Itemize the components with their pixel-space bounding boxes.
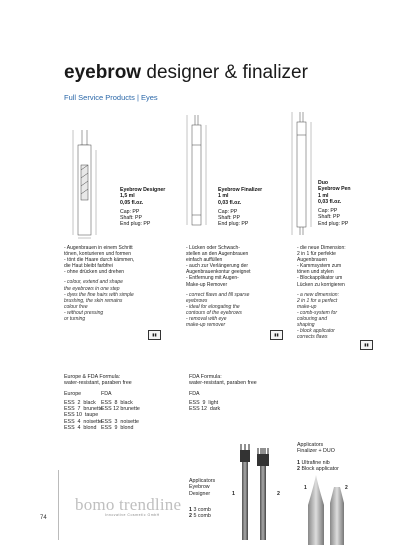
product-cap: Cap: PP: [120, 208, 140, 215]
shade-europe: ESS 2 black: [64, 399, 96, 406]
product-cap: Cap: PP: [318, 208, 338, 215]
feature-de: 2 in 1 für perfekte: [297, 251, 336, 258]
formula-head-fda: FDA: [189, 390, 200, 397]
footer-divider: [58, 470, 59, 540]
feature-de: - Kammsystem zum: [297, 263, 342, 270]
eyebrow-finalizer-drawing: [182, 110, 212, 235]
feature-en: - correct flaws and fill sparse: [186, 291, 250, 298]
product-endplug: End plug: PP: [218, 221, 249, 228]
feature-de: einfach auffüllen: [186, 257, 223, 264]
feature-de: Lücken zu korrigieren: [297, 281, 345, 288]
applicators-finalizer-duo: [297, 442, 339, 472]
feature-en: corrects flaws: [297, 334, 328, 341]
shade-europe: ESS 4 noisette: [64, 418, 102, 425]
applicator-label-1: 1: [232, 491, 235, 497]
applicator-number: 2: [189, 513, 192, 520]
applicator-label-2: [277, 491, 280, 497]
feature-en: make-up remover: [186, 322, 226, 329]
spec-eyebrow-designer: [120, 187, 165, 228]
product-volume: 1 ml: [218, 193, 229, 200]
waterproof-icon: ▮▮: [148, 330, 161, 340]
applicator-type: 3 comb: [193, 506, 211, 513]
feature-de: - Entfernung mit Augen-: [186, 275, 239, 282]
shade-fda: ESS 9 blond: [101, 425, 134, 432]
features-duo: [297, 245, 346, 340]
formula-title: Europe & FDA Formula:: [64, 374, 121, 380]
feature-en: 2 in 1 for a perfect: [297, 297, 338, 304]
product-endplug: End plug: PP: [120, 221, 151, 228]
product-cap: Cap: PP: [218, 208, 238, 215]
product-shaft: Shaft: PP: [218, 215, 240, 222]
shade-europe: ESS 4 blond: [64, 425, 97, 432]
formula-head-europe: Europe: [64, 390, 82, 397]
spec-eyebrow-finalizer: [218, 187, 262, 228]
feature-en: make-up: [297, 303, 317, 310]
product-shaft: Shaft: PP: [318, 214, 340, 221]
feature-en: - without pressing: [64, 309, 104, 316]
comb-applicators-image: [228, 440, 286, 540]
waterproof-icon: ▮▮: [360, 340, 373, 350]
product-name: Eyebrow Finalizer: [218, 187, 263, 193]
shade-fda: ESS 9 light: [189, 399, 219, 406]
feature-en: eyebrows: [186, 297, 208, 304]
formula-subtitle: water-resistant, paraben free: [189, 380, 257, 387]
feature-en: - removal with eye: [186, 316, 227, 323]
feature-en: shaping: [297, 322, 315, 329]
feature-en: colouring and: [297, 316, 328, 323]
duo-eyebrow-pen-drawing: [287, 110, 317, 240]
features-finalizer: [186, 245, 251, 328]
applicator-title: Eyebrow: [189, 484, 210, 491]
product-endplug: End plug: PP: [318, 220, 349, 227]
applicator-number: 1: [189, 506, 192, 513]
eyebrow-designer-drawing: [68, 110, 108, 245]
formula-europe-fda: [64, 374, 140, 431]
page-subtitle: Full Service Products | Eyes: [64, 93, 158, 102]
feature-de: - Lücken oder Schwach-: [186, 245, 240, 251]
product-shaft: Shaft: PP: [120, 215, 142, 222]
formula-title: FDA Formula:: [189, 374, 222, 380]
shade-europe: ESS 10 taupe: [64, 412, 99, 419]
nib-label-2: 2: [345, 485, 348, 491]
applicator-title: Finalizer + DUO: [297, 448, 335, 455]
applicator-type: 5 comb: [193, 513, 211, 520]
feature-de: stellen an den Augenbrauen: [186, 251, 249, 258]
feature-en: - dyes the fine hairs with simple: [64, 291, 134, 298]
applicator-type: Block applicator: [301, 465, 339, 472]
shade-fda: ESS 3 noisette: [101, 418, 139, 425]
feature-de: - Blockapplikator um: [297, 275, 343, 282]
brand-logo: [75, 496, 181, 517]
feature-de: - tönt die Haare durch kämmen,: [64, 257, 135, 264]
formula-subtitle: water-resistant, paraben free: [64, 380, 132, 387]
product-floz: 0,03 fl.oz.: [318, 198, 342, 205]
formula-fda: [189, 374, 257, 412]
feature-de: die Haut bleibt farbfrei: [64, 263, 113, 270]
product-name: Eyebrow Pen: [318, 186, 351, 193]
feature-de: - die neue Dimension:: [297, 245, 346, 251]
applicator-title: Designer: [189, 490, 211, 497]
applicator-title: Applicators: [189, 478, 216, 484]
product-floz: 0,05 fl.oz.: [120, 199, 144, 206]
title-rest: designer & finalizer: [141, 62, 308, 83]
feature-en: brushing, the skin remains: [64, 297, 123, 304]
product-line: Duo: [318, 180, 329, 186]
feature-en: or turning: [64, 316, 86, 323]
waterproof-icon: ▮▮: [270, 330, 283, 340]
feature-de: - Augenbrauen in einem Schritt: [64, 245, 133, 251]
feature-en: - ideal for elongating the: [186, 303, 240, 310]
page-number: 74: [40, 515, 47, 521]
applicator-number: 2: [297, 465, 300, 472]
feature-de: Augenbrauen: [297, 257, 328, 264]
applicator-number: 1: [297, 459, 300, 466]
shade-europe: ESS 7 brunette: [64, 406, 103, 413]
shade-fda: ESS 12 dark: [189, 406, 221, 413]
shade-fda: ESS 8 black: [101, 399, 133, 406]
applicators-designer: [189, 478, 215, 519]
logo-subtext: Innovative Cosmetic GmbH: [105, 513, 160, 517]
feature-de: tönen, konturieren und formen: [64, 251, 131, 258]
spec-duo-eyebrow-pen: [318, 180, 351, 227]
feature-en: - a new dimension:: [297, 291, 339, 298]
applicator-type: Ultrafine nib: [301, 459, 330, 466]
product-name: Eyebrow Designer: [120, 187, 166, 193]
formula-head-fda: FDA: [101, 390, 112, 397]
feature-de: tönen und stylen: [297, 269, 334, 276]
feature-en: contours of the eyebrows: [186, 309, 242, 316]
title-bold: eyebrow: [64, 62, 142, 83]
feature-en: the eyebrows in one step: [64, 285, 120, 292]
applicator-title: Applicators: [297, 442, 324, 448]
product-floz: 0,03 fl.oz.: [218, 199, 242, 206]
page-title: [64, 62, 308, 84]
applicator-label-2-text: 2: [277, 491, 280, 497]
feature-en: - comb-system for: [297, 309, 338, 316]
product-volume: 1 ml: [318, 192, 329, 199]
feature-de: Make-up Remover: [186, 281, 228, 288]
feature-de: Augenbrauenkontur geeignet: [186, 269, 251, 276]
feature-en: colour free: [64, 303, 88, 310]
feature-de: - ohne drücken und drehen: [64, 269, 125, 276]
nib-label-1: 1: [304, 485, 307, 491]
shade-fda: ESS 12 brunette: [101, 406, 140, 413]
feature-en: - colour, extend and shape: [64, 279, 123, 286]
features-designer: [64, 245, 134, 322]
nib-applicators-image: [300, 475, 352, 545]
feature-en: - block applicator: [297, 328, 335, 335]
feature-de: - auch zur Verlängerung der: [186, 263, 248, 270]
product-volume: 1,5 ml: [120, 193, 135, 200]
logo-text: bomo trendline: [75, 495, 182, 514]
